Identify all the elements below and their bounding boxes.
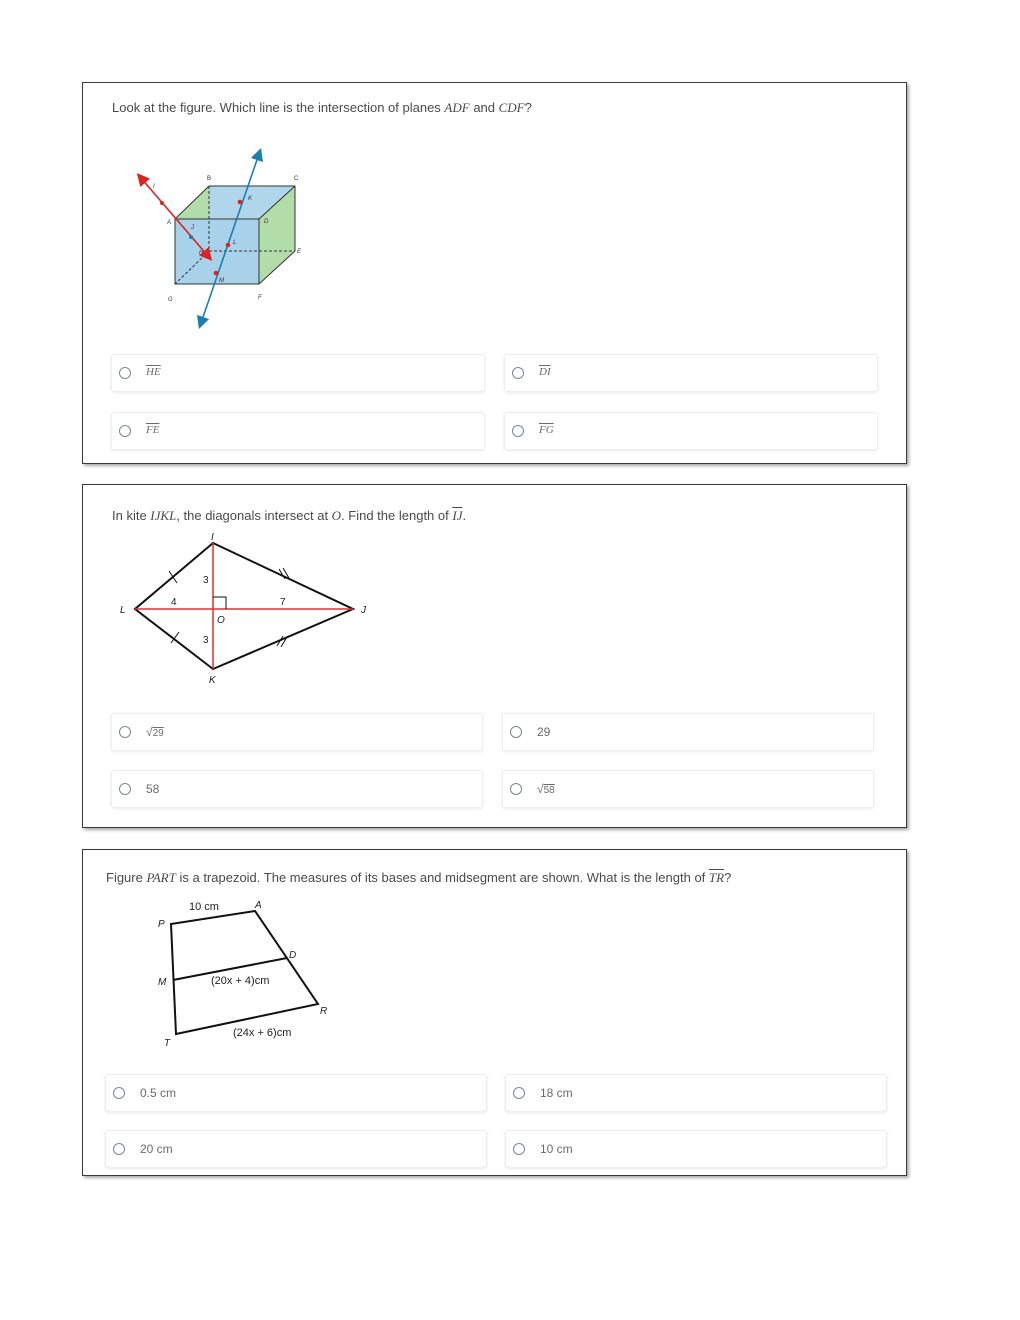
radio-button[interactable] <box>510 783 522 795</box>
label-m: M <box>158 977 167 988</box>
question-1-prompt: Look at the figure. Which line is the intersection of planes ADF and CDF? <box>112 100 532 115</box>
option-2d[interactable] <box>502 770 874 808</box>
label-k: K <box>248 196 253 202</box>
option-1a[interactable] <box>111 354 485 392</box>
kite-figure <box>113 531 383 691</box>
radio-button[interactable] <box>119 367 131 379</box>
label-t: T <box>164 1038 171 1049</box>
option-label: 20 cm <box>140 1142 173 1156</box>
label-c: C <box>294 176 299 182</box>
question-2-prompt: In kite IJKL, the diagonals intersect at O. Find the length of $\overline{IJ}$. <box>112 508 467 523</box>
label-e: E <box>297 249 302 255</box>
label-ko: 3 <box>203 635 209 646</box>
label-a: A <box>255 900 262 911</box>
radio-button[interactable] <box>513 1087 525 1099</box>
label-d: D <box>289 950 297 961</box>
option-1b[interactable] <box>504 354 878 392</box>
option-label: √29 <box>146 725 164 739</box>
option-2a[interactable] <box>111 713 483 751</box>
label-l: L <box>120 605 126 616</box>
radio-button[interactable] <box>512 425 524 437</box>
option-label: $\overline{DI}$ <box>539 366 551 378</box>
radio-button[interactable] <box>119 726 131 738</box>
option-3b[interactable] <box>505 1074 887 1112</box>
trapezoid-figure <box>151 894 341 1054</box>
option-3a[interactable] <box>105 1074 487 1112</box>
option-1c[interactable] <box>111 412 485 450</box>
label-i: I <box>211 532 214 543</box>
label-io: 3 <box>203 575 209 586</box>
label-m: M <box>219 278 224 284</box>
label-f: F <box>258 295 262 301</box>
radio-button[interactable] <box>512 367 524 379</box>
label-j: J <box>191 225 194 231</box>
label-j: J <box>361 605 366 616</box>
option-3c[interactable] <box>105 1130 487 1168</box>
radio-button[interactable] <box>513 1143 525 1155</box>
option-label: $\overline{FE}$ <box>146 424 160 436</box>
option-label: $\overline{FG}$ <box>539 424 554 436</box>
option-2b[interactable] <box>502 713 874 751</box>
option-label: 10 cm <box>540 1142 573 1156</box>
label-oj: 7 <box>280 597 286 608</box>
question-card-3 <box>82 849 907 1176</box>
label-o: O <box>217 615 225 626</box>
option-label: 29 <box>537 725 551 739</box>
radio-button[interactable] <box>113 1143 125 1155</box>
radio-button[interactable] <box>119 425 131 437</box>
label-p: P <box>158 919 165 930</box>
radio-button[interactable] <box>119 783 131 795</box>
label-r: R <box>320 1006 328 1017</box>
label-i: I <box>153 184 155 190</box>
question-card-1 <box>82 82 907 464</box>
label-a: A <box>167 220 172 226</box>
label-b: B <box>207 176 212 182</box>
label-top-base: 10 cm <box>189 901 219 913</box>
label-d: D <box>264 219 269 225</box>
label-h: H <box>199 250 204 256</box>
question-card-2 <box>82 484 907 828</box>
option-label: 0.5 cm <box>140 1086 177 1100</box>
option-2c[interactable] <box>111 770 483 808</box>
label-g: G <box>168 297 173 303</box>
label-l: L <box>233 240 237 246</box>
option-3d[interactable] <box>505 1130 887 1168</box>
label-lo: 4 <box>171 597 177 608</box>
label-midsegment: (20x + 4)cm <box>211 975 270 987</box>
option-label: $\overline{HE}$ <box>146 366 161 378</box>
cube-figure <box>133 143 313 333</box>
option-1d[interactable] <box>504 412 878 450</box>
option-label: 18 cm <box>540 1086 573 1100</box>
label-k: K <box>209 675 216 686</box>
radio-button[interactable] <box>113 1087 125 1099</box>
radio-button[interactable] <box>510 726 522 738</box>
label-bottom-base: (24x + 6)cm <box>233 1027 292 1039</box>
question-3-prompt: Figure PART is a trapezoid. The measures of its bases and midsegment are shown. What is the length of $\overline{TR}$? <box>106 870 732 885</box>
option-label: √58 <box>537 782 555 796</box>
option-label: 58 <box>146 782 160 796</box>
